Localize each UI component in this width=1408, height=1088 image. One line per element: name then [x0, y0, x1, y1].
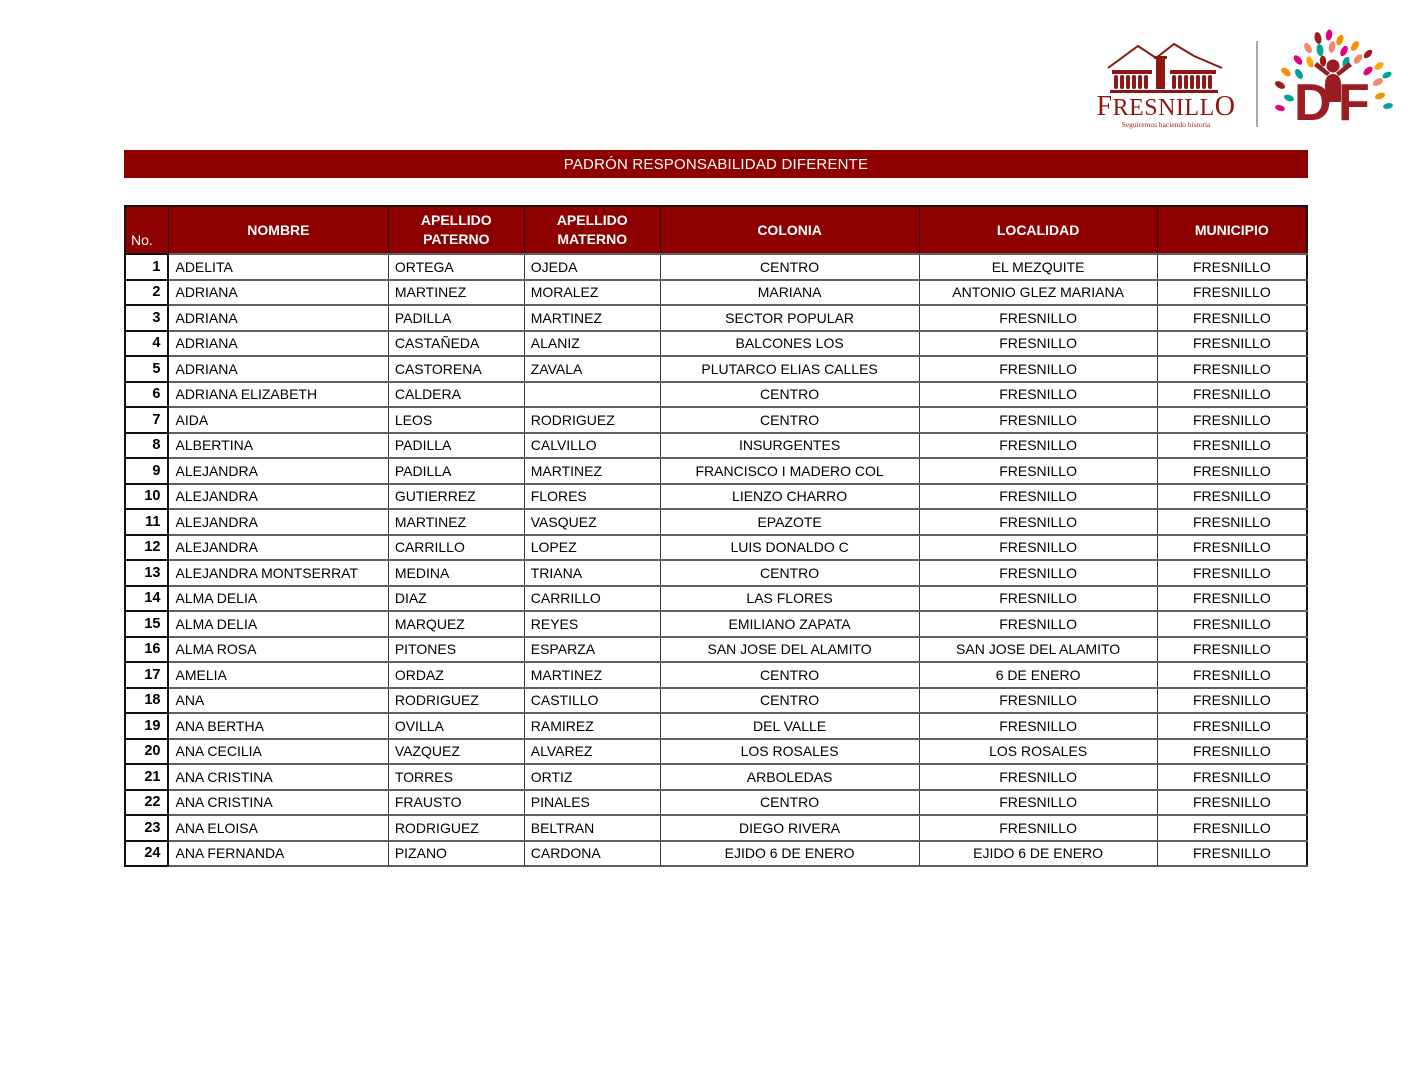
- table-row: [125, 662, 1307, 688]
- cell-localidad: FRESNILLO: [919, 611, 1157, 637]
- fresnillo-logo: [1090, 34, 1242, 134]
- cell-colonia: DEL VALLE: [660, 713, 919, 739]
- cell-no: 23: [125, 815, 168, 841]
- table-row: [125, 509, 1307, 535]
- cell-nombre: ALBERTINA: [168, 433, 388, 459]
- table-row: [125, 331, 1307, 357]
- cell-apellido-paterno: PIZANO: [388, 841, 524, 867]
- table-row: [125, 688, 1307, 714]
- cell-nombre: ADRIANA: [168, 331, 388, 357]
- cell-apellido-materno: CARDONA: [524, 841, 660, 867]
- cell-nombre: ALMA ROSA: [168, 637, 388, 663]
- cell-municipio: FRESNILLO: [1157, 458, 1307, 484]
- cell-localidad: FRESNILLO: [919, 356, 1157, 382]
- cell-colonia: DIEGO RIVERA: [660, 815, 919, 841]
- cell-municipio: FRESNILLO: [1157, 764, 1307, 790]
- cell-localidad: FRESNILLO: [919, 509, 1157, 535]
- cell-no: 3: [125, 305, 168, 331]
- cell-colonia: CENTRO: [660, 662, 919, 688]
- logo-divider: [1256, 41, 1258, 127]
- cell-apellido-materno: RAMIREZ: [524, 713, 660, 739]
- cell-municipio: FRESNILLO: [1157, 433, 1307, 459]
- dif-logo: [1272, 28, 1394, 140]
- table-header-row: [125, 206, 1307, 254]
- cell-localidad: LOS ROSALES: [919, 739, 1157, 765]
- table-row: [125, 764, 1307, 790]
- header-apellido-paterno: APELLIDO PATERNO: [388, 206, 524, 254]
- cell-apellido-paterno: MARQUEZ: [388, 611, 524, 637]
- cell-apellido-materno: MARTINEZ: [524, 662, 660, 688]
- cell-municipio: FRESNILLO: [1157, 586, 1307, 612]
- cell-municipio: FRESNILLO: [1157, 280, 1307, 306]
- table-row: [125, 280, 1307, 306]
- cell-no: 19: [125, 713, 168, 739]
- table-row: [125, 382, 1307, 408]
- cell-no: 4: [125, 331, 168, 357]
- cell-municipio: FRESNILLO: [1157, 484, 1307, 510]
- cell-colonia: LOS ROSALES: [660, 739, 919, 765]
- cell-apellido-materno: CARRILLO: [524, 586, 660, 612]
- header-logos: [1090, 28, 1394, 140]
- cell-apellido-materno: MARTINEZ: [524, 305, 660, 331]
- cell-colonia: LAS FLORES: [660, 586, 919, 612]
- fresnillo-tagline: Seguiremos haciendo historia: [1121, 120, 1211, 129]
- cell-localidad: FRESNILLO: [919, 407, 1157, 433]
- cell-nombre: ALEJANDRA: [168, 535, 388, 561]
- table-row: [125, 407, 1307, 433]
- cell-nombre: ANA CECILIA: [168, 739, 388, 765]
- cell-no: 5: [125, 356, 168, 382]
- cell-localidad: FRESNILLO: [919, 458, 1157, 484]
- document-title-bar: [124, 150, 1308, 178]
- cell-municipio: FRESNILLO: [1157, 713, 1307, 739]
- cell-colonia: CENTRO: [660, 790, 919, 816]
- cell-apellido-materno: MARTINEZ: [524, 458, 660, 484]
- cell-apellido-materno: ALVAREZ: [524, 739, 660, 765]
- cell-apellido-paterno: PADILLA: [388, 433, 524, 459]
- cell-nombre: ANA ELOISA: [168, 815, 388, 841]
- table-row: [125, 535, 1307, 561]
- cell-no: 13: [125, 560, 168, 586]
- cell-nombre: ALEJANDRA: [168, 484, 388, 510]
- cell-localidad: EL MEZQUITE: [919, 254, 1157, 280]
- dif-letter-f: F: [1338, 74, 1370, 132]
- cell-nombre: ALEJANDRA MONTSERRAT: [168, 560, 388, 586]
- cell-municipio: FRESNILLO: [1157, 841, 1307, 867]
- cell-municipio: FRESNILLO: [1157, 305, 1307, 331]
- cell-localidad: EJIDO 6 DE ENERO: [919, 841, 1157, 867]
- cell-nombre: AMELIA: [168, 662, 388, 688]
- table-body: [125, 254, 1307, 866]
- header-municipio: MUNICIPIO: [1157, 206, 1307, 254]
- padron-table-wrap: [124, 205, 1308, 867]
- cell-apellido-materno: BELTRAN: [524, 815, 660, 841]
- table-row: [125, 560, 1307, 586]
- table-row: [125, 458, 1307, 484]
- cell-no: 24: [125, 841, 168, 867]
- cell-localidad: FRESNILLO: [919, 484, 1157, 510]
- table-row: [125, 484, 1307, 510]
- cell-municipio: FRESNILLO: [1157, 382, 1307, 408]
- cell-municipio: FRESNILLO: [1157, 815, 1307, 841]
- cell-colonia: CENTRO: [660, 560, 919, 586]
- cell-no: 11: [125, 509, 168, 535]
- table-row: [125, 790, 1307, 816]
- cell-apellido-paterno: CALDERA: [388, 382, 524, 408]
- table-row: [125, 611, 1307, 637]
- cell-localidad: FRESNILLO: [919, 764, 1157, 790]
- cell-apellido-materno: ORTIZ: [524, 764, 660, 790]
- table-row: [125, 739, 1307, 765]
- cell-municipio: FRESNILLO: [1157, 560, 1307, 586]
- cell-apellido-paterno: ORTEGA: [388, 254, 524, 280]
- cell-no: 9: [125, 458, 168, 484]
- cell-nombre: ALEJANDRA: [168, 458, 388, 484]
- cell-municipio: FRESNILLO: [1157, 331, 1307, 357]
- cell-apellido-paterno: LEOS: [388, 407, 524, 433]
- cell-nombre: ANA CRISTINA: [168, 764, 388, 790]
- cell-apellido-materno: CALVILLO: [524, 433, 660, 459]
- cell-localidad: FRESNILLO: [919, 790, 1157, 816]
- cell-apellido-materno: CASTILLO: [524, 688, 660, 714]
- cell-colonia: CENTRO: [660, 382, 919, 408]
- table-row: [125, 433, 1307, 459]
- cell-apellido-materno: [524, 382, 660, 408]
- cell-nombre: ANA: [168, 688, 388, 714]
- cell-no: 21: [125, 764, 168, 790]
- cell-localidad: SAN JOSE DEL ALAMITO: [919, 637, 1157, 663]
- cell-localidad: FRESNILLO: [919, 535, 1157, 561]
- cell-municipio: FRESNILLO: [1157, 790, 1307, 816]
- cell-no: 16: [125, 637, 168, 663]
- cell-apellido-paterno: RODRIGUEZ: [388, 688, 524, 714]
- cell-colonia: LIENZO CHARRO: [660, 484, 919, 510]
- cell-localidad: FRESNILLO: [919, 433, 1157, 459]
- cell-municipio: FRESNILLO: [1157, 254, 1307, 280]
- cell-localidad: FRESNILLO: [919, 713, 1157, 739]
- cell-colonia: SAN JOSE DEL ALAMITO: [660, 637, 919, 663]
- cell-colonia: EJIDO 6 DE ENERO: [660, 841, 919, 867]
- cell-apellido-paterno: DIAZ: [388, 586, 524, 612]
- cell-colonia: MARIANA: [660, 280, 919, 306]
- cell-apellido-paterno: CASTAÑEDA: [388, 331, 524, 357]
- cell-nombre: ADRIANA: [168, 280, 388, 306]
- cell-colonia: BALCONES LOS: [660, 331, 919, 357]
- cell-apellido-paterno: CARRILLO: [388, 535, 524, 561]
- cell-apellido-paterno: ORDAZ: [388, 662, 524, 688]
- padron-table: [124, 205, 1308, 867]
- cell-apellido-paterno: VAZQUEZ: [388, 739, 524, 765]
- cell-apellido-paterno: FRAUSTO: [388, 790, 524, 816]
- header-colonia: COLONIA: [660, 206, 919, 254]
- cell-colonia: SECTOR POPULAR: [660, 305, 919, 331]
- cell-municipio: FRESNILLO: [1157, 611, 1307, 637]
- table-row: [125, 841, 1307, 867]
- dif-letter-d: D: [1294, 74, 1332, 132]
- table-row: [125, 586, 1307, 612]
- cell-no: 12: [125, 535, 168, 561]
- header-localidad: LOCALIDAD: [919, 206, 1157, 254]
- cell-no: 10: [125, 484, 168, 510]
- cell-municipio: FRESNILLO: [1157, 662, 1307, 688]
- cell-apellido-paterno: OVILLA: [388, 713, 524, 739]
- cell-apellido-materno: MORALEZ: [524, 280, 660, 306]
- cell-nombre: ADRIANA ELIZABETH: [168, 382, 388, 408]
- cell-no: 2: [125, 280, 168, 306]
- cell-no: 22: [125, 790, 168, 816]
- table-row: [125, 637, 1307, 663]
- cell-no: 6: [125, 382, 168, 408]
- cell-colonia: CENTRO: [660, 688, 919, 714]
- cell-no: 14: [125, 586, 168, 612]
- cell-nombre: ADRIANA: [168, 356, 388, 382]
- cell-no: 17: [125, 662, 168, 688]
- cell-apellido-paterno: TORRES: [388, 764, 524, 790]
- cell-apellido-materno: REYES: [524, 611, 660, 637]
- fresnillo-wordmark: FRESNILLO: [1096, 91, 1236, 122]
- header-apellido-materno: APELLIDO MATERNO: [524, 206, 660, 254]
- cell-apellido-materno: LOPEZ: [524, 535, 660, 561]
- cell-apellido-materno: TRIANA: [524, 560, 660, 586]
- table-row: [125, 254, 1307, 280]
- cell-nombre: ANA CRISTINA: [168, 790, 388, 816]
- table-row: [125, 356, 1307, 382]
- cell-localidad: FRESNILLO: [919, 560, 1157, 586]
- cell-localidad: 6 DE ENERO: [919, 662, 1157, 688]
- cell-municipio: FRESNILLO: [1157, 688, 1307, 714]
- cell-localidad: ANTONIO GLEZ MARIANA: [919, 280, 1157, 306]
- cell-nombre: ANA BERTHA: [168, 713, 388, 739]
- cell-apellido-paterno: MEDINA: [388, 560, 524, 586]
- cell-apellido-paterno: PITONES: [388, 637, 524, 663]
- cell-no: 8: [125, 433, 168, 459]
- header-no: No.: [125, 206, 168, 254]
- cell-nombre: ALMA DELIA: [168, 611, 388, 637]
- cell-apellido-materno: FLORES: [524, 484, 660, 510]
- document-title: PADRÓN RESPONSABILIDAD DIFERENTE: [563, 155, 869, 173]
- cell-colonia: EMILIANO ZAPATA: [660, 611, 919, 637]
- cell-apellido-paterno: MARTINEZ: [388, 509, 524, 535]
- cell-no: 7: [125, 407, 168, 433]
- cell-colonia: LUIS DONALDO C: [660, 535, 919, 561]
- cell-no: 15: [125, 611, 168, 637]
- cell-municipio: FRESNILLO: [1157, 356, 1307, 382]
- cell-municipio: FRESNILLO: [1157, 535, 1307, 561]
- cell-apellido-materno: ALANIZ: [524, 331, 660, 357]
- cell-nombre: ALEJANDRA: [168, 509, 388, 535]
- cell-colonia: CENTRO: [660, 254, 919, 280]
- cell-apellido-materno: ESPARZA: [524, 637, 660, 663]
- cell-localidad: FRESNILLO: [919, 331, 1157, 357]
- cell-localidad: FRESNILLO: [919, 688, 1157, 714]
- cell-no: 20: [125, 739, 168, 765]
- cell-colonia: PLUTARCO ELIAS CALLES: [660, 356, 919, 382]
- cell-apellido-materno: RODRIGUEZ: [524, 407, 660, 433]
- header-nombre: NOMBRE: [168, 206, 388, 254]
- cell-localidad: FRESNILLO: [919, 815, 1157, 841]
- cell-apellido-materno: OJEDA: [524, 254, 660, 280]
- table-row: [125, 713, 1307, 739]
- cell-municipio: FRESNILLO: [1157, 407, 1307, 433]
- cell-nombre: ALMA DELIA: [168, 586, 388, 612]
- cell-nombre: ADRIANA: [168, 305, 388, 331]
- cell-colonia: FRANCISCO I MADERO COL: [660, 458, 919, 484]
- cell-apellido-paterno: MARTINEZ: [388, 280, 524, 306]
- cell-apellido-paterno: CASTORENA: [388, 356, 524, 382]
- cell-no: 18: [125, 688, 168, 714]
- cell-apellido-materno: ZAVALA: [524, 356, 660, 382]
- cell-apellido-materno: VASQUEZ: [524, 509, 660, 535]
- cell-colonia: ARBOLEDAS: [660, 764, 919, 790]
- cell-apellido-paterno: GUTIERREZ: [388, 484, 524, 510]
- cell-apellido-materno: PINALES: [524, 790, 660, 816]
- cell-nombre: AIDA: [168, 407, 388, 433]
- cell-colonia: INSURGENTES: [660, 433, 919, 459]
- cell-apellido-paterno: PADILLA: [388, 305, 524, 331]
- cell-municipio: FRESNILLO: [1157, 509, 1307, 535]
- cell-nombre: ANA FERNANDA: [168, 841, 388, 867]
- cell-colonia: CENTRO: [660, 407, 919, 433]
- cell-municipio: FRESNILLO: [1157, 637, 1307, 663]
- cell-apellido-paterno: PADILLA: [388, 458, 524, 484]
- table-row: [125, 305, 1307, 331]
- cell-localidad: FRESNILLO: [919, 586, 1157, 612]
- building-icon: [1110, 56, 1218, 93]
- cell-colonia: EPAZOTE: [660, 509, 919, 535]
- cell-no: 1: [125, 254, 168, 280]
- cell-apellido-paterno: RODRIGUEZ: [388, 815, 524, 841]
- cell-localidad: FRESNILLO: [919, 305, 1157, 331]
- table-row: [125, 815, 1307, 841]
- cell-nombre: ADELITA: [168, 254, 388, 280]
- cell-municipio: FRESNILLO: [1157, 739, 1307, 765]
- cell-localidad: FRESNILLO: [919, 382, 1157, 408]
